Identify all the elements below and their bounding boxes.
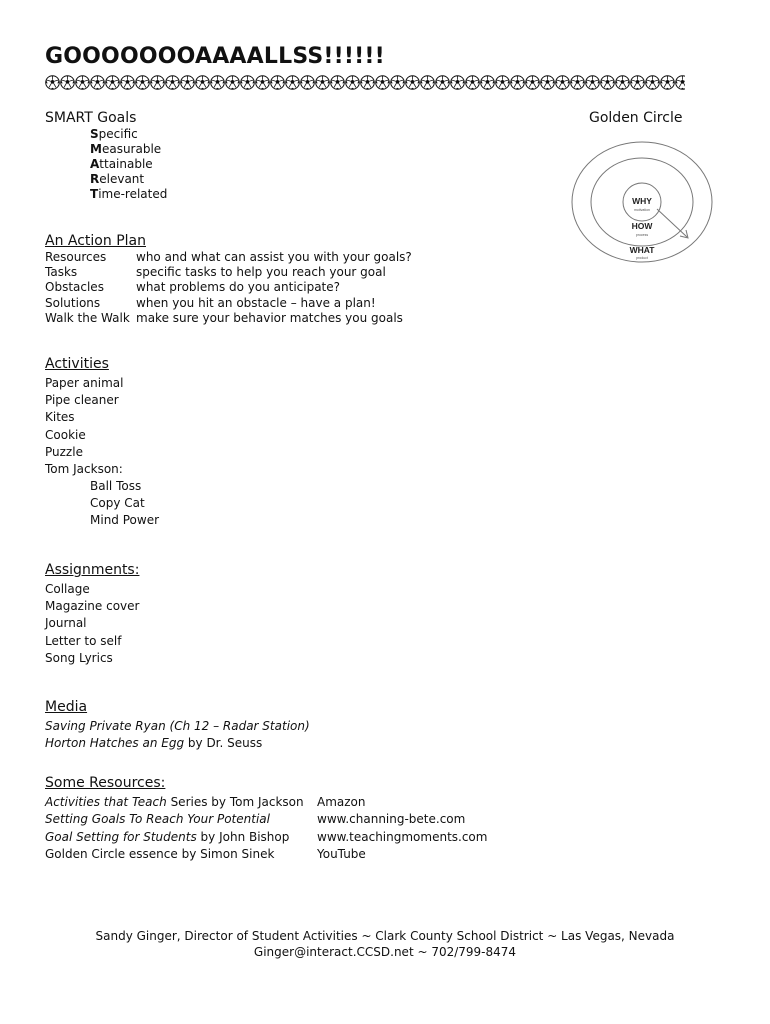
soccer-ball-icon bbox=[150, 75, 165, 90]
resource-row bbox=[45, 811, 487, 828]
soccer-ball-icon bbox=[315, 75, 330, 90]
soccer-ball-icon bbox=[225, 75, 240, 90]
soccer-ball-icon bbox=[60, 75, 75, 90]
smart-word-rest: ime-related bbox=[98, 187, 168, 201]
footer-contact-line: Sandy Ginger, Director of Student Activities ~ Clark County School District ~ Las Vegas, Nevada bbox=[95, 929, 675, 943]
action-plan-term: Solutions bbox=[45, 295, 101, 310]
soccer-ball-icon bbox=[495, 75, 510, 90]
soccer-ball-icon bbox=[585, 75, 600, 90]
resource-title: Setting Goals To Reach Your Potential bbox=[45, 812, 270, 827]
action-plan-desc: what problems do you anticipate? bbox=[136, 280, 341, 295]
smart-goal-item bbox=[90, 157, 167, 172]
resource-title-cell bbox=[45, 846, 317, 863]
resource-title-cell bbox=[45, 829, 317, 846]
assignment-item: Journal bbox=[45, 616, 87, 631]
action-plan-desc: specific tasks to help you reach your goal bbox=[136, 265, 386, 280]
smart-initial: S bbox=[90, 127, 99, 141]
soccer-ball-icon bbox=[105, 75, 120, 90]
action-plan-row bbox=[45, 265, 412, 280]
action-plan-row bbox=[45, 296, 412, 311]
resource-author: by John Bishop bbox=[196, 829, 290, 844]
assignment-item: Song Lyrics bbox=[45, 650, 113, 665]
tom-jackson-activity: Mind Power bbox=[90, 513, 160, 528]
activity-item: Puzzle bbox=[45, 444, 83, 459]
resource-title: Goal Setting for Students bbox=[45, 829, 197, 844]
smart-goal-item bbox=[90, 127, 167, 142]
action-plan-term: Tasks bbox=[45, 265, 78, 280]
resource-source: YouTube bbox=[317, 847, 366, 862]
soccer-ball-icon bbox=[195, 75, 210, 90]
smart-word-rest: ttainable bbox=[99, 157, 153, 171]
smart-goals-heading: SMART Goals bbox=[45, 110, 137, 126]
assignments-list bbox=[45, 581, 139, 667]
soccer-ball-icon bbox=[375, 75, 390, 90]
assignment-item: Magazine cover bbox=[45, 599, 140, 614]
media-author: by Dr. Seuss bbox=[184, 736, 263, 751]
tom-jackson-activity: Ball Toss bbox=[90, 479, 142, 493]
soccer-ball-icon bbox=[240, 75, 255, 90]
soccer-ball-icon bbox=[135, 75, 150, 90]
media-title: Horton Hatches an Egg bbox=[45, 736, 185, 751]
action-plan-desc: make sure your behavior matches you goals bbox=[136, 310, 403, 325]
activity-item: Tom Jackson: bbox=[45, 462, 123, 477]
action-plan-desc: who and what can assist you with your goals? bbox=[136, 250, 412, 264]
assignments-heading: Assignments: bbox=[45, 562, 140, 578]
soccer-ball-icon bbox=[180, 75, 195, 90]
assignment-item: Letter to self bbox=[45, 633, 122, 648]
soccer-ball-icon bbox=[90, 75, 105, 90]
soccer-ball-icon bbox=[345, 75, 360, 90]
soccer-ball-icon bbox=[570, 75, 585, 90]
soccer-ball-icon bbox=[255, 75, 270, 90]
resource-source: www.teachingmoments.com bbox=[317, 829, 488, 844]
why-label: WHY bbox=[632, 196, 652, 206]
resource-title-cell bbox=[45, 794, 317, 811]
page-title: GOOOOOOOAAAALLSS!!!!!! bbox=[45, 44, 385, 69]
assignment-item: Collage bbox=[45, 582, 90, 596]
soccer-ball-icon bbox=[210, 75, 225, 90]
soccer-ball-icon bbox=[300, 75, 315, 90]
activity-item: Kites bbox=[45, 410, 75, 425]
soccer-ball-icon bbox=[615, 75, 630, 90]
soccer-ball-icon bbox=[465, 75, 480, 90]
smart-word-rest: elevant bbox=[99, 172, 145, 186]
how-sublabel: process bbox=[635, 233, 649, 237]
soccer-ball-divider bbox=[45, 75, 685, 91]
media-item bbox=[45, 735, 310, 752]
soccer-ball-icon bbox=[405, 75, 420, 90]
golden-circle-heading: Golden Circle bbox=[589, 110, 683, 126]
smart-initial: T bbox=[90, 187, 99, 201]
soccer-ball-icon bbox=[525, 75, 540, 90]
resource-row bbox=[45, 829, 487, 846]
soccer-ball-icon bbox=[420, 75, 435, 90]
action-plan-term: Resources bbox=[45, 250, 107, 264]
smart-goal-item bbox=[90, 142, 167, 157]
activity-item: Cookie bbox=[45, 427, 86, 442]
smart-goal-item bbox=[90, 172, 167, 187]
smart-initial: M bbox=[90, 142, 102, 156]
smart-goal-item bbox=[90, 187, 167, 202]
smart-goals-list bbox=[90, 127, 167, 202]
resource-row bbox=[45, 846, 487, 863]
soccer-ball-icon bbox=[120, 75, 135, 90]
how-label: HOW bbox=[631, 221, 653, 231]
footer bbox=[0, 929, 770, 960]
soccer-ball-icon bbox=[540, 75, 555, 90]
soccer-ball-icon bbox=[75, 75, 90, 90]
arrow-icon bbox=[657, 209, 687, 237]
soccer-ball-icon bbox=[360, 75, 375, 90]
action-plan-term: Walk the Walk bbox=[45, 310, 130, 325]
what-sublabel: product bbox=[636, 256, 648, 260]
soccer-ball-icon bbox=[600, 75, 615, 90]
action-plan-row bbox=[45, 311, 412, 326]
tom-jackson-activity: Copy Cat bbox=[90, 496, 145, 511]
soccer-ball-icon bbox=[555, 75, 570, 90]
activities-list bbox=[45, 375, 123, 478]
media-item bbox=[45, 718, 310, 735]
resource-source: Amazon bbox=[317, 795, 366, 809]
resources-table bbox=[45, 794, 487, 864]
soccer-ball-icon bbox=[630, 75, 645, 90]
why-sublabel: motivation bbox=[634, 208, 650, 212]
tom-jackson-sublist bbox=[90, 478, 159, 530]
soccer-ball-icon bbox=[285, 75, 300, 90]
action-plan-row bbox=[45, 250, 412, 265]
resource-title: Activities that Teach bbox=[45, 795, 167, 809]
soccer-ball-icon bbox=[45, 75, 60, 90]
golden-circle-diagram bbox=[571, 140, 716, 265]
smart-initial: R bbox=[90, 172, 100, 186]
resource-source: www.channing-bete.com bbox=[317, 812, 466, 827]
action-plan-table bbox=[45, 250, 412, 326]
soccer-ball-icon bbox=[330, 75, 345, 90]
what-label: WHAT bbox=[629, 245, 655, 255]
action-plan-term: Obstacles bbox=[45, 280, 104, 295]
smart-word-rest: pecific bbox=[98, 127, 138, 141]
media-list bbox=[45, 718, 310, 752]
soccer-ball-icon bbox=[645, 75, 660, 90]
soccer-ball-icon bbox=[675, 75, 685, 90]
smart-word-rest: easurable bbox=[101, 142, 162, 156]
resource-row bbox=[45, 794, 487, 811]
footer-email-phone: Ginger@interact.CCSD.net ~ 702/799-8474 bbox=[253, 944, 517, 959]
soccer-ball-icon bbox=[480, 75, 495, 90]
activity-item: Paper animal bbox=[45, 376, 124, 390]
soccer-ball-icon bbox=[165, 75, 180, 90]
activities-heading: Activities bbox=[45, 356, 109, 372]
resources-heading: Some Resources: bbox=[45, 775, 166, 791]
soccer-ball-icon bbox=[510, 75, 525, 90]
action-plan-row bbox=[45, 280, 412, 295]
soccer-ball-icon bbox=[270, 75, 285, 90]
soccer-ball-icon bbox=[390, 75, 405, 90]
media-title: Saving Private Ryan (Ch 12 – Radar Station) bbox=[45, 719, 310, 733]
resource-author: Golden Circle essence by Simon Sinek bbox=[45, 847, 275, 862]
resource-author: Series by Tom Jackson bbox=[166, 795, 304, 809]
resource-title-cell bbox=[45, 811, 317, 828]
smart-initial: A bbox=[90, 157, 100, 171]
soccer-ball-icon bbox=[450, 75, 465, 90]
action-plan-desc: when you hit an obstacle – have a plan! bbox=[136, 295, 376, 310]
activity-item: Pipe cleaner bbox=[45, 393, 119, 408]
soccer-ball-icon bbox=[435, 75, 450, 90]
media-heading: Media bbox=[45, 699, 88, 715]
soccer-ball-icon bbox=[660, 75, 675, 90]
action-plan-heading: An Action Plan bbox=[45, 233, 146, 249]
